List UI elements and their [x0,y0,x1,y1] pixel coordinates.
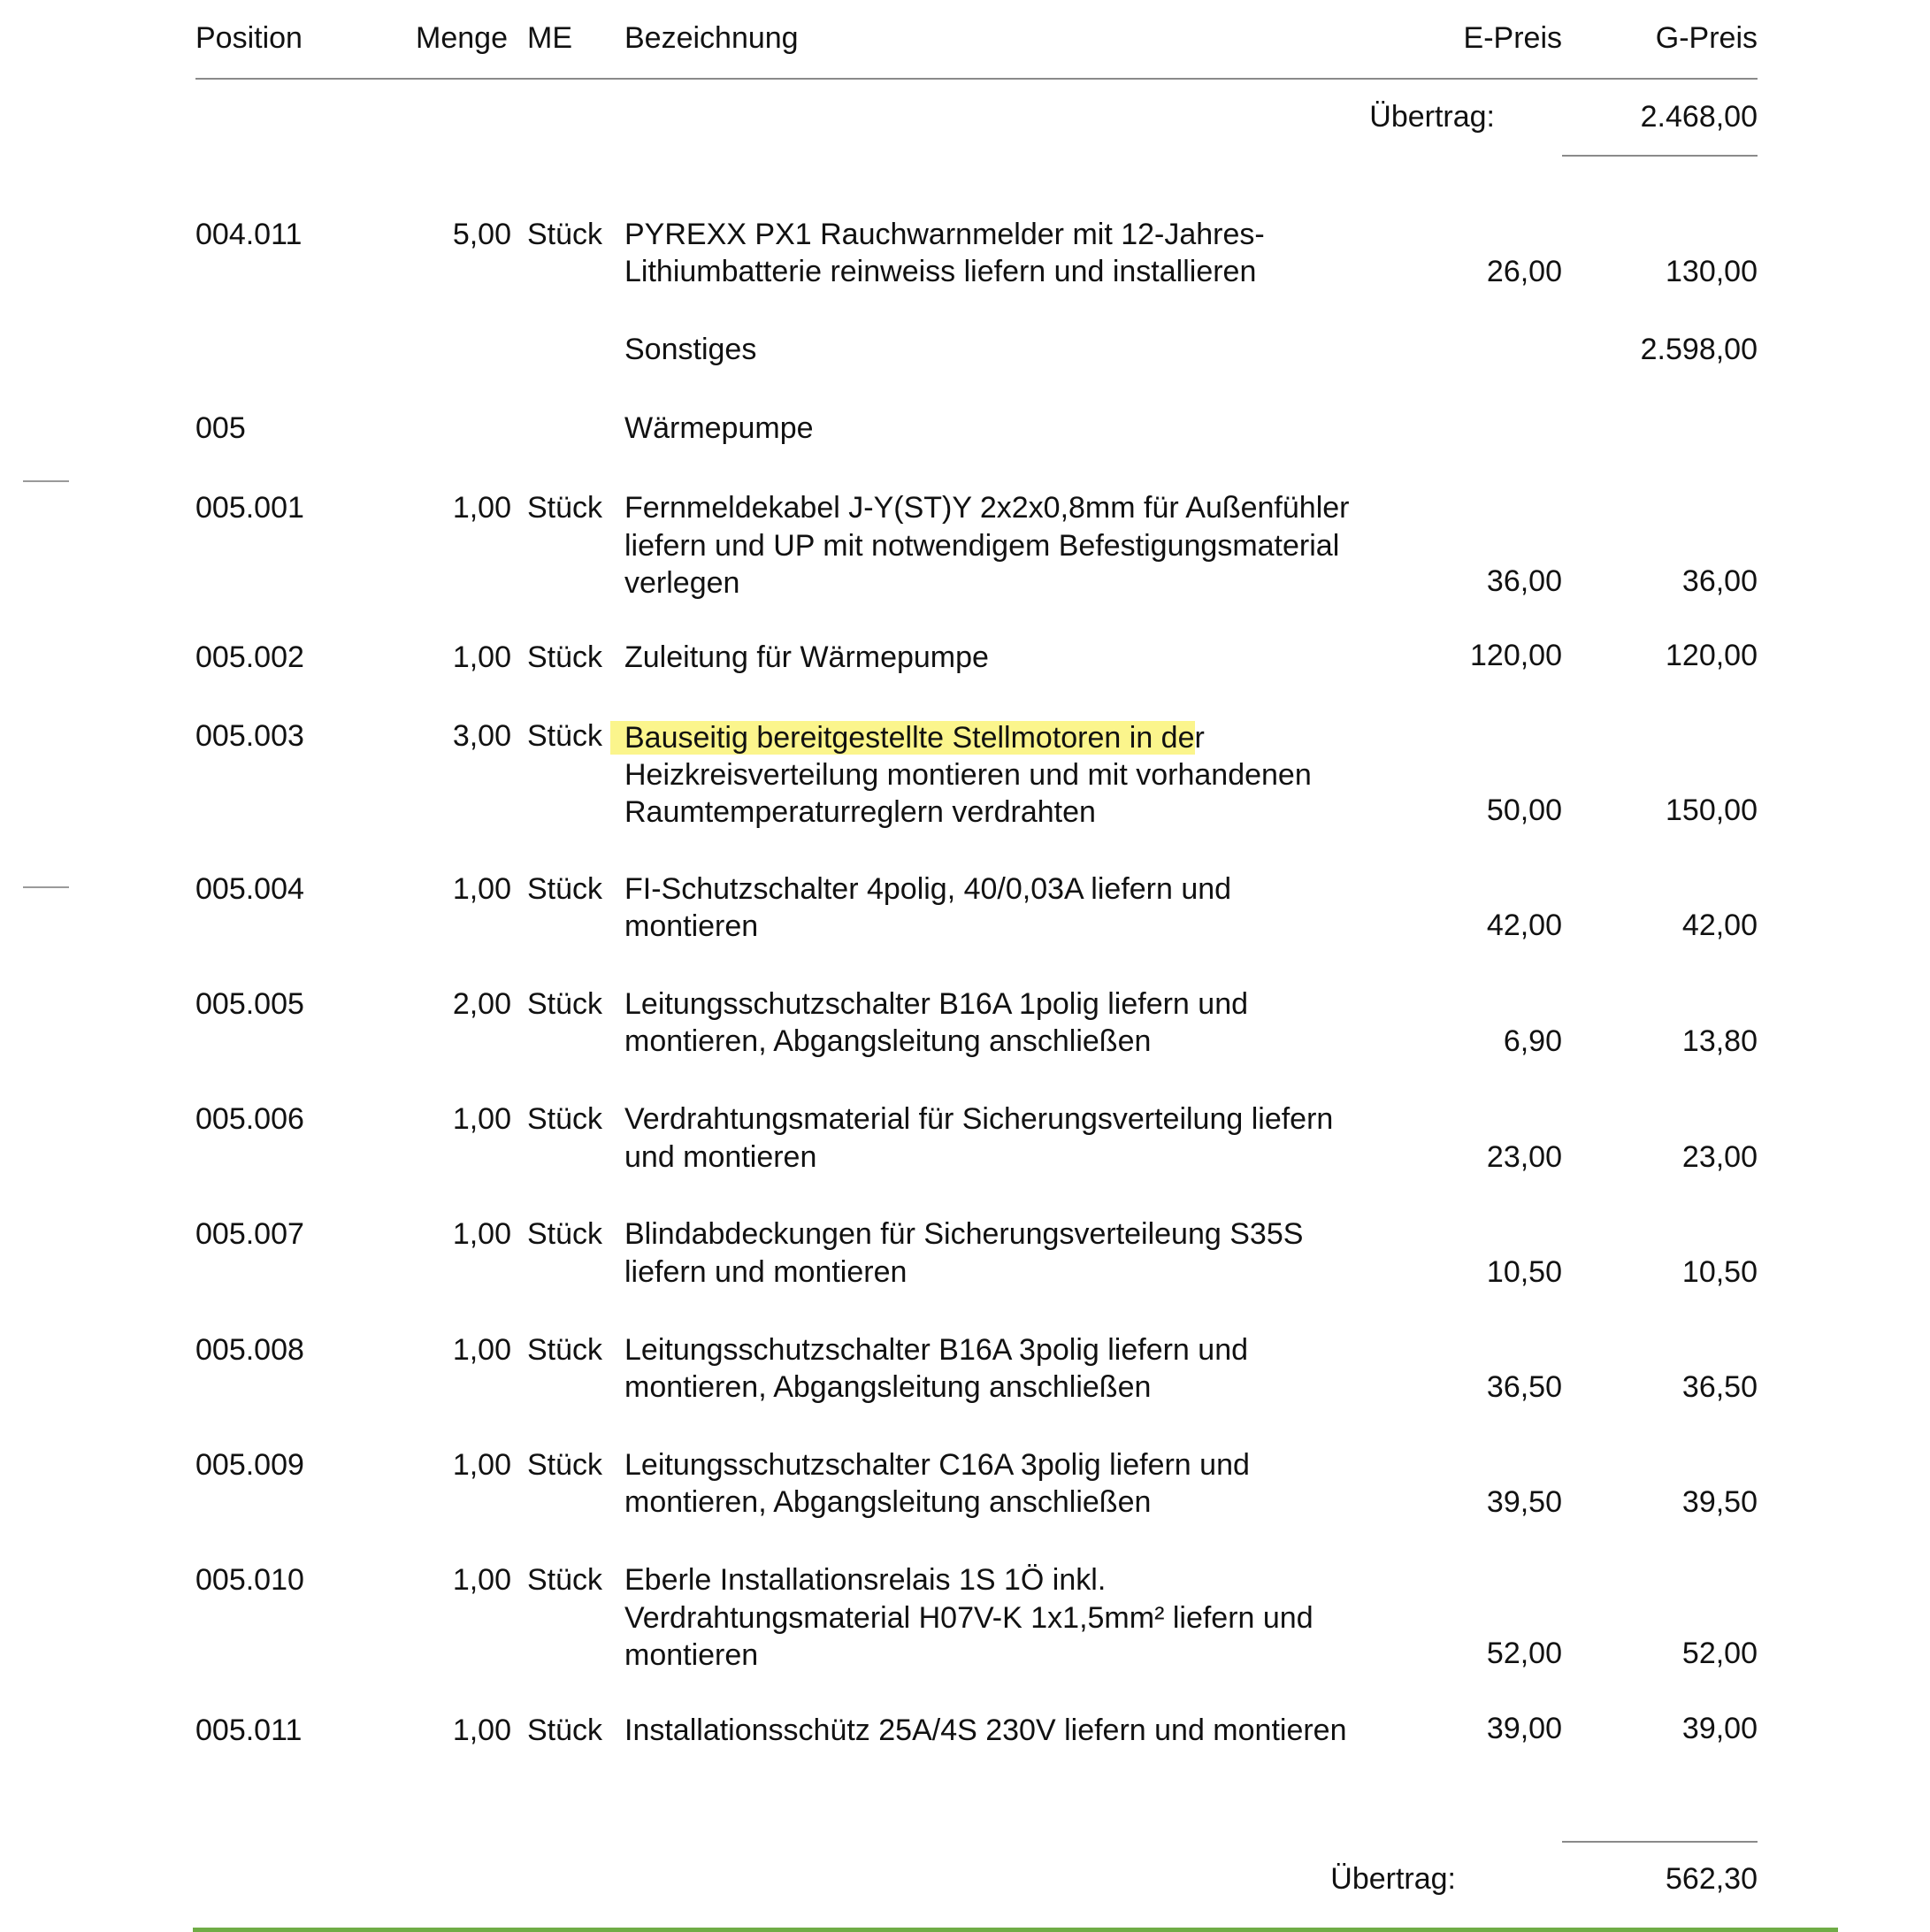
quantity: 5,00 [452,218,511,251]
quantity: 1,00 [452,1102,511,1136]
description-line: montieren, Abgangsleitung anschließen [624,1024,1152,1058]
quantity: 1,00 [452,1217,511,1251]
unit: Stück [527,1714,603,1747]
description-line: Verdrahtungsmaterial für Sicherungsverteilung liefern [624,1102,1334,1136]
total-price: 120,00 [1666,639,1758,672]
total-price: 23,00 [1681,1140,1758,1174]
unit: Stück [527,872,603,906]
unit-price: 52,00 [1486,1637,1562,1670]
total-price: 39,00 [1681,1712,1758,1745]
carry-out-label: Übertrag: [1330,1862,1456,1896]
position-number: 005.010 [195,1563,304,1597]
quantity: 3,00 [452,719,511,753]
description-line: montieren, Abgangsleitung anschließen [624,1370,1152,1404]
position-number: 005.011 [195,1714,303,1747]
unit-price: 10,50 [1486,1255,1562,1289]
quantity: 1,00 [452,1448,511,1482]
footer-rule [193,1928,1838,1932]
total-price: 10,50 [1681,1255,1758,1289]
total-price: 150,00 [1666,794,1758,827]
header-rule [195,78,1758,80]
unit-price: 36,00 [1486,564,1562,598]
header-menge: Menge [416,21,508,55]
position-number: 005.003 [195,719,304,753]
description-line: liefern und UP mit notwendigem Befestigungsmaterial [624,529,1340,563]
description-line: montieren [624,909,759,943]
unit: Stück [527,719,603,753]
unit-price: 26,00 [1486,255,1562,288]
description-line: Lithiumbatterie reinweiss liefern und installieren [624,255,1257,288]
carry-in-value: 2.468,00 [1640,100,1758,134]
margin-mark [23,480,69,482]
unit-price: 120,00 [1470,639,1562,672]
unit-price: 23,00 [1486,1140,1562,1174]
total-price: 13,80 [1681,1024,1758,1058]
position-number: 005.009 [195,1448,304,1482]
quantity: 1,00 [452,1563,511,1597]
unit-price: 50,00 [1486,794,1562,827]
description-line: Raumtemperaturreglern verdrahten [624,795,1096,829]
position-number: 005.002 [195,640,304,674]
margin-mark [23,886,69,888]
position-number: 004.011 [195,218,303,251]
description-line: Blindabdeckungen für Sicherungsverteileung S35S [624,1217,1304,1251]
unit: Stück [527,1563,603,1597]
description-line: und montieren [624,1140,817,1174]
subtotal-value: 2.598,00 [1640,333,1758,366]
description-line: Zuleitung für Wärmepumpe [624,640,989,674]
quantity: 1,00 [452,1333,511,1367]
total-price: 36,00 [1681,564,1758,598]
total-price: 130,00 [1666,255,1758,288]
unit-price: 36,50 [1486,1370,1562,1404]
description-line: montieren [624,1638,759,1672]
description-line: Fernmeldekabel J-Y(ST)Y 2x2x0,8mm für Außenfühler [624,491,1350,525]
unit: Stück [527,987,603,1021]
description-line: montieren, Abgangsleitung anschließen [624,1485,1152,1519]
unit-price: 42,00 [1486,908,1562,942]
unit: Stück [527,1102,603,1136]
total-price: 39,50 [1681,1485,1758,1519]
header-epreis: E-Preis [1463,21,1562,55]
position-number: 005.008 [195,1333,304,1367]
description-line: Verdrahtungsmaterial H07V-K 1x1,5mm² liefern und [624,1601,1313,1635]
total-price: 42,00 [1681,908,1758,942]
description-line: PYREXX PX1 Rauchwarnmelder mit 12-Jahres- [624,218,1265,251]
group-title: Wärmepumpe [624,411,814,445]
unit-price: 6,90 [1503,1024,1562,1058]
position-number: 005.004 [195,872,304,906]
header-position: Position [195,21,303,55]
unit: Stück [527,640,603,674]
unit-price: 39,00 [1486,1712,1562,1745]
position-number: 005.007 [195,1217,304,1251]
quantity: 2,00 [452,987,511,1021]
description-line: verlegen [624,566,740,600]
description-line: liefern und montieren [624,1255,908,1289]
unit: Stück [527,1333,603,1367]
description-line [610,719,1205,756]
header-me: ME [527,21,572,55]
unit-price: 39,50 [1486,1485,1562,1519]
unit: Stück [527,491,603,525]
position-number: 005.001 [195,491,304,525]
quantity: 1,00 [452,872,511,906]
description-line: FI-Schutzschalter 4polig, 40/0,03A liefern und [624,872,1232,906]
quantity: 1,00 [452,1714,511,1747]
total-price: 52,00 [1681,1637,1758,1670]
description-line: Leitungsschutzschalter C16A 3polig liefern und [624,1448,1250,1482]
group-number: 005 [195,411,246,445]
subtotal-label: Sonstiges [624,333,757,366]
description-line: Eberle Installationsrelais 1S 1Ö inkl. [624,1563,1107,1597]
carry-out-rule [1562,1841,1758,1843]
quantity: 1,00 [452,640,511,674]
description-line: Leitungsschutzschalter B16A 1polig liefern und [624,987,1249,1021]
header-gpreis: G-Preis [1655,21,1758,55]
position-number: 005.006 [195,1102,304,1136]
total-price: 36,50 [1681,1370,1758,1404]
unit: Stück [527,1448,603,1482]
text-highlight: Bauseitig bereitgestellte Stellmotoren in de [610,721,1195,755]
quantity: 1,00 [452,491,511,525]
position-number: 005.005 [195,987,304,1021]
carry-in-label: Übertrag: [1369,100,1495,134]
description-line: Installationsschütz 25A/4S 230V liefern und montieren [624,1714,1347,1747]
description-line: Leitungsschutzschalter B16A 3polig liefern und [624,1333,1249,1367]
header-bezeichnung: Bezeichnung [624,21,799,55]
unit: Stück [527,218,603,251]
unit: Stück [527,1217,603,1251]
carry-out-value: 562,30 [1666,1862,1758,1896]
description-line: Heizkreisverteilung montieren und mit vorhandenen [624,758,1312,792]
description-text: r [1194,721,1205,755]
carry-in-rule [1562,155,1758,157]
